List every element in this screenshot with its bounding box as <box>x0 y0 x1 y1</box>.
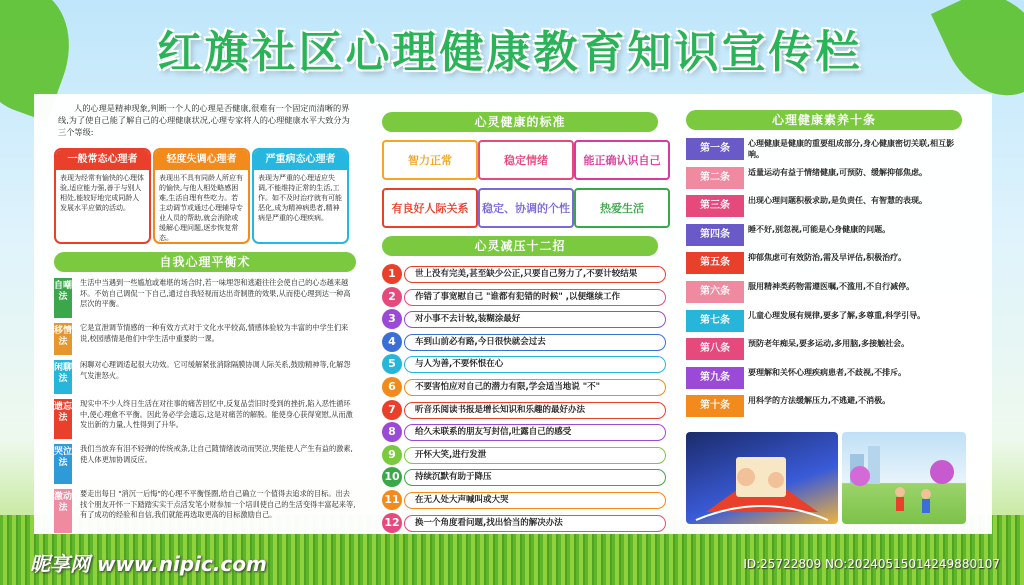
literacy-number: 第四条 <box>686 224 744 246</box>
literacy-number: 第十条 <box>686 395 744 417</box>
literacy-item <box>686 167 960 189</box>
tip-text: 与人为善,不要怀恨在心 <box>404 356 666 373</box>
standard-item: 热爱生活 <box>574 188 670 228</box>
balance-label: 移情法 <box>54 323 72 355</box>
relief-tip <box>382 490 658 511</box>
category-description: 表现为严重的心理适应失调,不能维持正常的生活,工作。如不及时治疗就有可能恶化,成为精神病患者,精神病是严重的心理疾病。 <box>258 174 342 222</box>
balance-text: 要走出每日 "消沉一后悔"的心理不平衡怪圈,给自己确立一个值得去追求的目标。出去找个朋友开怀一下踏踏实实干点活发笔小财参加一个培训使自己的生活变得丰富起来等,有了成功的经验和自信,我们就能再选取更高的目标激励自己。 <box>80 489 356 519</box>
literacy-number: 第八条 <box>686 338 744 360</box>
literacy-number: 第五条 <box>686 252 744 274</box>
tip-number-badge: 4 <box>382 332 402 352</box>
standard-item: 智力正常 <box>382 140 478 180</box>
intro-paragraph: 人的心理是精神现象,判断一个人的心理是否健康,很难有一个固定而清晰的界线,为了使自己能了解自己的心理健康状况,心理专家将人的心理健康水平大致分为三个等级: <box>58 103 350 137</box>
literacy-text: 适量运动有益于情绪健康,可预防、缓解抑郁焦虑。 <box>748 167 928 177</box>
literacy-number: 第七条 <box>686 310 744 332</box>
literacy-item <box>686 138 960 160</box>
literacy-text: 睡不好,别忽视,可能是心身健康的问题。 <box>748 224 891 234</box>
tip-number-badge: 8 <box>382 422 402 442</box>
tip-number-badge: 5 <box>382 354 402 374</box>
category-card <box>153 148 250 244</box>
illustration-park-runners <box>842 432 966 524</box>
standard-item: 能正确认识自己 <box>574 140 670 180</box>
relief-tip <box>382 467 658 488</box>
literacy-item <box>686 281 960 303</box>
tip-text: 作错了事宽慰自己 "谁都有犯错的时候" ,以便继续工作 <box>404 289 666 306</box>
balance-item <box>54 323 358 355</box>
balance-label: 遗忘法 <box>54 399 72 439</box>
literacy-item <box>686 224 960 246</box>
tip-number-badge: 9 <box>382 445 402 465</box>
balance-item <box>54 399 358 439</box>
balance-text: 生活中当遇到一些尴尬或难堪的场合时,若一味埋怨和逃避往往会使自己的心态越来越坏。不妨自己调侃一下自己,通过自我轻视而达出奇制胜的效果,从而使心理到达一种高层次的平衡。 <box>80 278 351 308</box>
balance-label: 闲聊法 <box>54 360 72 394</box>
literacy-title-bar: 心理健康素养十条 <box>686 110 962 130</box>
tip-text: 对小事不去计较,装糊涂最好 <box>404 311 666 328</box>
balance-label: 自嘲法 <box>54 278 72 318</box>
balance-text: 闲聊对心理调适起很大功效。它可缓解紧张消除隔膜协调人际关系,鼓励精神等,化解怨气发泄怒火。 <box>80 360 351 380</box>
balance-text: 我们当放弃有泪不轻弹的传统戒条,让自己随情绪波动而哭泣,哭能使人产生有益的激素,使人体更加协调反应。 <box>80 444 353 464</box>
tip-text: 在无人处大声喊叫或大哭 <box>404 492 666 509</box>
literacy-item <box>686 195 960 217</box>
literacy-text: 出现心理问题积极求助,是负责任、有智慧的表现。 <box>748 196 928 206</box>
literacy-text: 抑郁焦虑可有效防治,需及早评估,积极治疗。 <box>748 253 907 263</box>
tip-number-badge: 2 <box>382 287 402 307</box>
relief-title-bar: 心灵减压十二招 <box>382 236 658 256</box>
literacy-number: 第三条 <box>686 195 744 217</box>
tip-text: 世上没有完美,甚至缺少公正,只要自己努力了,不要计较结果 <box>404 266 666 283</box>
category-title: 一般常态心理者 <box>56 150 149 170</box>
tip-number-badge: 10 <box>382 467 402 487</box>
literacy-text: 服用精神类药物需遵医嘱,不滥用,不自行减停。 <box>748 282 915 291</box>
tip-text: 车到山前必有路,今日很快就会过去 <box>404 334 666 351</box>
literacy-text: 预防老年痴呆,要多运动,多用脑,多接触社会。 <box>748 339 910 349</box>
relief-tip <box>382 513 658 534</box>
balance-label: 哭泣法 <box>54 444 72 484</box>
balance-text: 现实中不少人终日生活在对往事的痛苦回忆中,反复品尝旧时受到的挫折,陷入恶性循环中,使心理愈不平衡。因此务必学会遗忘,这是对痛苦的解脱。能使身心获得宽慰,从而激发出新的力量,人性得到了升华。 <box>80 399 353 429</box>
tip-text: 不要害怕应对自己的潜力有限,学会适当地说 "不" <box>404 379 666 396</box>
literacy-text: 儿童心理发展有规律,要多了解,多尊重,科学引导。 <box>748 310 926 320</box>
category-description: 表现为经常有愉快的心理体验,适应能力强,善于与别人相处,能较好地完成同龄人发展水平应做的活动。 <box>60 174 144 212</box>
book-illustration <box>686 432 838 524</box>
balance-text: 它是宣泄调节情感的一种有效方式对于文化水平较高,情感体验较为丰富的中学生们来说,校园感情是他们中学生活中重要的一课。 <box>80 323 349 343</box>
tip-number-badge: 12 <box>382 513 402 533</box>
balance-item <box>54 360 358 394</box>
category-title: 轻度失调心理者 <box>155 150 248 170</box>
park-illustration <box>842 432 966 524</box>
tip-number-badge: 6 <box>382 377 402 397</box>
tip-number-badge: 3 <box>382 309 402 329</box>
watermark-logo: 昵享网 www.nipic.com <box>30 552 267 576</box>
literacy-item <box>686 367 960 389</box>
relief-tip <box>382 445 658 466</box>
relief-tip <box>382 309 658 330</box>
relief-tip <box>382 287 658 308</box>
category-card <box>252 148 349 244</box>
tip-number-badge: 1 <box>382 264 402 284</box>
illustration-reading-children <box>686 432 838 524</box>
literacy-text: 心理健康是健康的重要组成部分,身心健康密切关联,相互影响。 <box>748 139 955 159</box>
relief-tip <box>382 264 658 285</box>
balance-item <box>54 278 358 318</box>
literacy-number: 第九条 <box>686 367 744 389</box>
balance-item <box>54 444 358 484</box>
relief-tip <box>382 354 658 375</box>
category-title: 严重病态心理者 <box>254 150 347 170</box>
page-title: 红旗社区心理健康教育知识宣传栏 <box>157 27 863 78</box>
standard-title-bar: 心灵健康的标准 <box>382 112 658 132</box>
literacy-item <box>686 252 960 274</box>
category-description: 表现出不具有同龄人所应有的愉快,与他人相处略感困难,生活自理有些吃力。若主动调节或通过心理辅导专业人员的帮助,就会消除或缓解心理问题,逐步恢复常态。 <box>159 174 243 242</box>
tip-number-badge: 7 <box>382 400 402 420</box>
literacy-number: 第六条 <box>686 281 744 303</box>
tip-text: 持续沉默有助于降压 <box>404 469 666 486</box>
balance-item <box>54 489 358 533</box>
tip-text: 开怀大笑,进行发泄 <box>404 447 666 464</box>
literacy-item <box>686 395 960 417</box>
literacy-item <box>686 310 960 332</box>
tip-number-badge: 11 <box>382 490 402 510</box>
literacy-item <box>686 338 960 360</box>
image-id-text: ID:25722809 NO:20240515014249880107 <box>743 557 1000 571</box>
balance-label: 激动法 <box>54 489 72 533</box>
literacy-text: 要理解和关怀心理疾病患者,不歧视,不排斥。 <box>748 367 907 377</box>
standard-item: 稳定、协调的个性 <box>478 188 574 228</box>
relief-tip <box>382 377 658 398</box>
tip-text: 换一个角度看问题,找出恰当的解决办法 <box>404 515 666 532</box>
standard-item: 稳定情绪 <box>478 140 574 180</box>
relief-tip <box>382 332 658 353</box>
literacy-text: 用科学的方法缓解压力,不逃避,不消极。 <box>748 396 891 406</box>
balance-title-bar: 自我心理平衡术 <box>54 252 356 272</box>
relief-tip <box>382 422 658 443</box>
tip-text: 听音乐阅读书报是增长知识和乐趣的最好办法 <box>404 402 666 419</box>
literacy-number: 第一条 <box>686 138 744 160</box>
tip-text: 给久未联系的朋友写封信,吐露自己的感受 <box>404 424 666 441</box>
standard-item: 有良好人际关系 <box>382 188 478 228</box>
category-card <box>54 148 151 244</box>
literacy-number: 第二条 <box>686 167 744 189</box>
relief-tip <box>382 400 658 421</box>
